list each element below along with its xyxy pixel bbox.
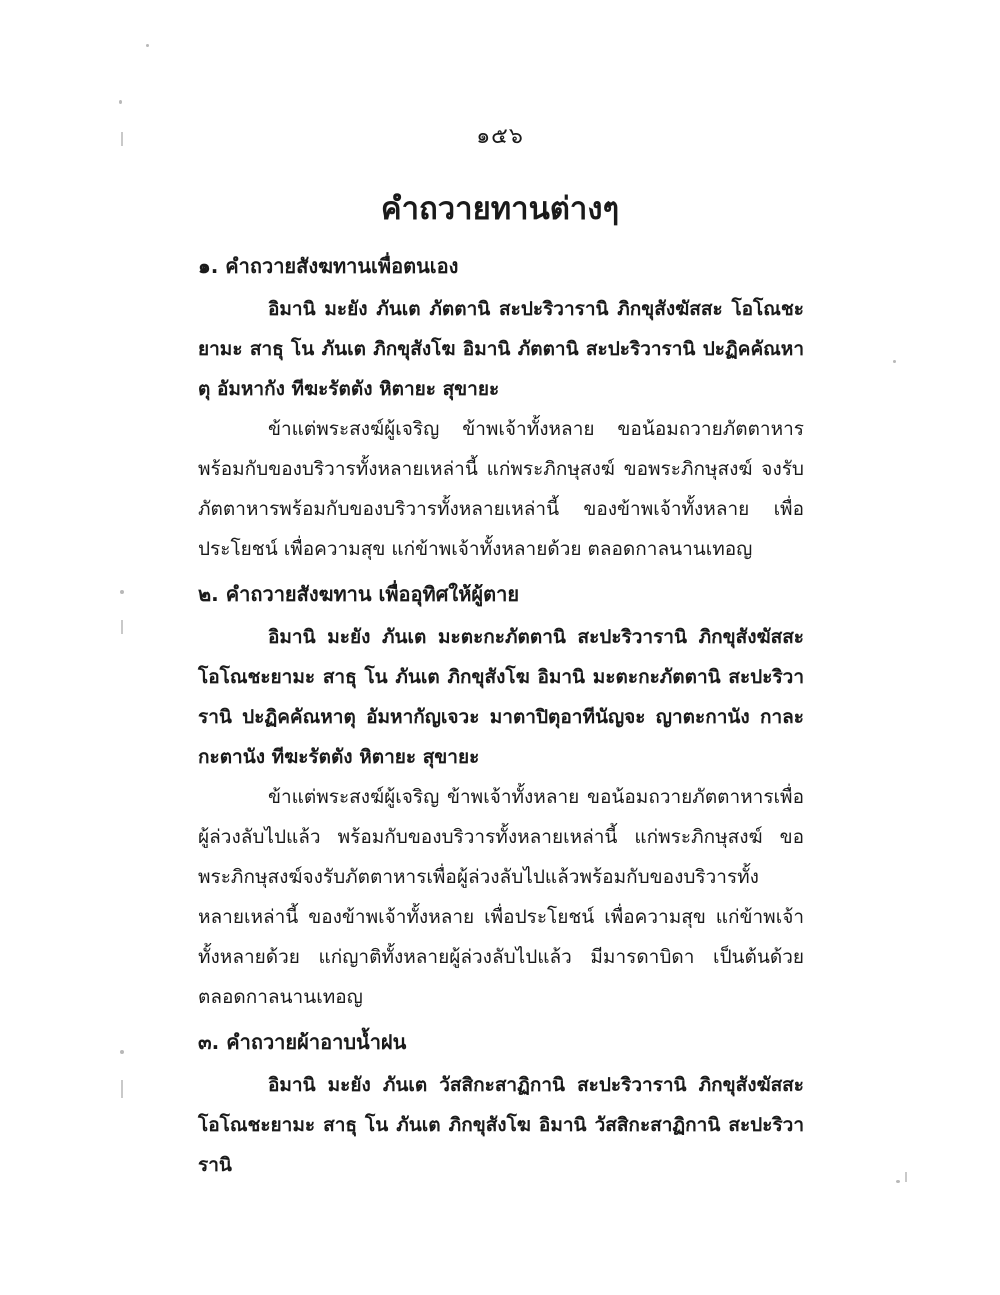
section-2-heading: ๒. คำถวายสังฆทาน เพื่ออุทิศให้ผู้ตาย — [198, 582, 520, 606]
section-1-pali-text: อิมานิ มะยัง ภันเต ภัตตานิ สะปะริวารานิ ภิกขุสังฆัสสะ โอโณชะยามะ สาธุ โน ภันเต ภิกขุสังโฆ อิมานิ ภัตตานิ สะปะริวารานิ ปะฏิคคัณหาตุ อัมหากัง ทีฆะรัตตัง หิตายะ สุขายะ — [198, 298, 804, 400]
scan-mark — [121, 132, 123, 146]
scan-speck — [119, 100, 122, 104]
page-number: ๑๕๖ — [476, 124, 524, 149]
page-title: คำถวายทานต่างๆ — [380, 191, 620, 227]
scan-speck — [146, 44, 149, 47]
scan-speck — [120, 1050, 124, 1054]
section-1-thai-text: ข้าแต่พระสงฆ์ผู้เจริญ ข้าพเจ้าทั้งหลาย ขอน้อมถวายภัตตาหารพร้อมกับของบริวารทั้งหลายเหล่านี้ แก่พระภิกษุสงฆ์ ขอพระภิกษุสงฆ์ จงรับภัตตาหารพร้อมกับของบริวารทั้งหลายเหล่านี้ ของข้าพเจ้าทั้งหลาย เพื่อประโยชน์ เพื่อความสุข แก่ข้าพเจ้าทั้งหลายด้วย ตลอดกาลนานเทอญ — [198, 418, 804, 560]
section-3-heading: ๓. คำถวายผ้าอาบน้ำฝน — [198, 1030, 407, 1054]
scan-mark — [121, 1080, 123, 1098]
scan-mark — [121, 620, 123, 634]
section-2-thai-text: ข้าแต่พระสงฆ์ผู้เจริญ ข้าพเจ้าทั้งหลาย ขอน้อมถวายภัตตาหารเพื่อผู้ล่วงลับไปแล้ว พร้อมกับของบริวารทั้งหลายเหล่านี้ แก่พระภิกษุสงฆ์ ขอพระภิกษุสงฆ์จงรับภัตตาหารเพื่อผู้ล่วงลับไปแล้วพร้อมกับของบริวารทั้งหลายเหล่านี้ ของข้าพเจ้าทั้งหลาย เพื่อประโยชน์ เพื่อความสุข แก่ข้าพเจ้าทั้งหลายด้วย แก่ญาติทั้งหลายผู้ล่วงลับไปแล้ว มีมารดาบิดา เป็นต้นด้วย ตลอดกาลนานเทอญ — [198, 786, 804, 1008]
scan-speck — [893, 360, 896, 363]
scan-speck — [120, 590, 124, 594]
scan-speck — [896, 1180, 900, 1183]
section-1-heading: ๑. คำถวายสังฆทานเพื่อตนเอง — [198, 254, 459, 278]
document-body — [198, 243, 804, 1185]
section-3-pali-text: อิมานิ มะยัง ภันเต วัสสิกะสาฏิกานิ สะปะริวารานิ ภิกขุสังฆัสสะ โอโณชะยามะ สาธุ โน ภันเต ภิกขุสังโฆ อิมานิ วัสสิกะสาฏิกานิ สะปะริวารานิ — [198, 1074, 804, 1176]
scan-mark — [905, 1172, 907, 1182]
section-2-pali-text: อิมานิ มะยัง ภันเต มะตะกะภัตตานิ สะปะริวารานิ ภิกขุสังฆัสสะ โอโณชะยามะ สาธุ โน ภันเต ภิกขุสังโฆ อิมานิ มะตะกะภัตตานิ สะปะริวารานิ ปะฏิคคัณหาตุ อัมหากัญเจวะ มาตาปิตุอาทีนัญจะ ญาตะกานัง กาละกะตานัง ทีฆะรัตตัง หิตายะ สุขายะ — [198, 626, 804, 768]
